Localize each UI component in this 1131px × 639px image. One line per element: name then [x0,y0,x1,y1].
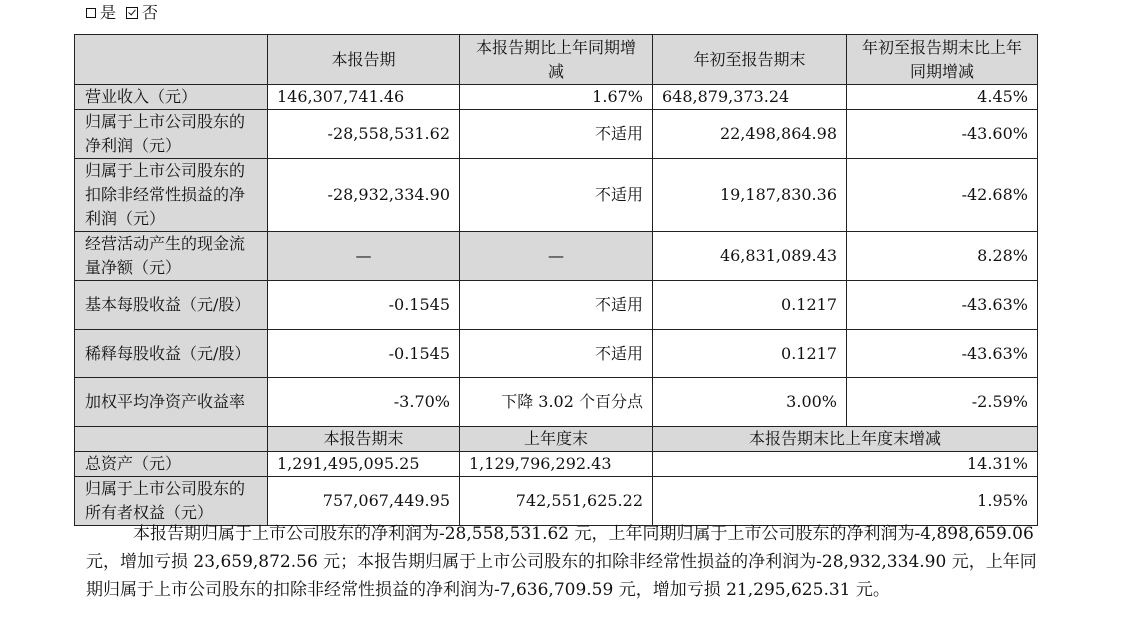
cell-current-yoy: 1.67% [460,85,653,110]
cell-last-year-end: 1,129,796,292.43 [460,452,653,477]
cell-current: -28,558,531.62 [268,110,460,159]
cell-current-yoy: 不适用 [460,281,653,330]
cell-change: 14.31% [653,452,1038,477]
row-label: 归属于上市公司股东的所有者权益（元） [75,477,268,526]
row-label: 经营活动产生的现金流量净额（元） [75,232,268,281]
cell-current-yoy: 不适用 [460,159,653,232]
subheader-period-end: 本报告期末 [268,427,460,452]
cell-period-end: 757,067,449.95 [268,477,460,526]
checked-box-icon[interactable] [126,7,138,19]
row-label: 稀释每股收益（元/股） [75,330,268,378]
table-row [75,330,1038,378]
cell-ytd: 648,879,373.24 [653,85,847,110]
cell-ytd-yoy: -2.59% [847,378,1038,427]
row-label: 加权平均净资产收益率 [75,378,268,427]
table-row [75,281,1038,330]
table-row [75,378,1038,427]
cell-change: 1.95% [653,477,1038,526]
row-label: 基本每股收益（元/股） [75,281,268,330]
cell-current-yoy: — [460,232,653,281]
header-current-yoy: 本报告期比上年同期增减 [460,35,653,85]
header-blank [75,35,268,85]
unchecked-box-icon[interactable] [86,8,96,18]
yes-no-checkbox-line [86,2,158,24]
financial-data-table [74,34,1038,526]
table-row [75,452,1038,477]
header-current-period: 本报告期 [268,35,460,85]
header-ytd-yoy: 年初至报告期末比上年同期增减 [847,35,1038,85]
cell-ytd: 46,831,089.43 [653,232,847,281]
subheader-last-year-end: 上年度末 [460,427,653,452]
yes-label: 是 [100,3,117,22]
row-label: 归属于上市公司股东的净利润（元） [75,110,268,159]
no-label: 否 [142,3,159,22]
cell-ytd-yoy: 8.28% [847,232,1038,281]
row-label: 归属于上市公司股东的扣除非经常性损益的净利润（元） [75,159,268,232]
cell-ytd-yoy: -43.63% [847,330,1038,378]
paragraph-text: 本报告期归属于上市公司股东的净利润为-28,558,531.62 元，上年同期归属于上市公司股东的净利润为-4,898,659.06 元，增加亏损 23,659,872.56 元；本报告期归属于上市公司股东的扣除非经常性损益的净利润为-28,932,334.90 元，上年同期归属于上市公司股东的扣除非经常性损益的净利润为-7,636,709.59 元，增加亏损 21,295,625.31 元。 [86,524,1037,600]
cell-current: -0.1545 [268,281,460,330]
header-ytd: 年初至报告期末 [653,35,847,85]
table-row [75,85,1038,110]
cell-ytd-yoy: -42.68% [847,159,1038,232]
cell-current: -0.1545 [268,330,460,378]
cell-period-end: 1,291,495,095.25 [268,452,460,477]
cell-ytd: 19,187,830.36 [653,159,847,232]
summary-paragraph [86,520,1046,604]
cell-ytd-yoy: 4.45% [847,85,1038,110]
table-row [75,477,1038,526]
table-header-row [75,35,1038,85]
cell-current-yoy: 不适用 [460,330,653,378]
cell-ytd: 0.1217 [653,281,847,330]
row-label: 营业收入（元） [75,85,268,110]
row-label: 总资产（元） [75,452,268,477]
cell-ytd-yoy: -43.60% [847,110,1038,159]
subheader-change: 本报告期末比上年度末增减 [653,427,1038,452]
cell-ytd: 0.1217 [653,330,847,378]
cell-current: -28,932,334.90 [268,159,460,232]
table-row [75,110,1038,159]
cell-current: -3.70% [268,378,460,427]
cell-last-year-end: 742,551,625.22 [460,477,653,526]
subheader-blank [75,427,268,452]
cell-current-yoy: 下降 3.02 个百分点 [460,378,653,427]
cell-ytd: 3.00% [653,378,847,427]
cell-current: — [268,232,460,281]
table-subheader-row [75,427,1038,452]
table-row [75,232,1038,281]
cell-current-yoy: 不适用 [460,110,653,159]
cell-current: 146,307,741.46 [268,85,460,110]
table-row [75,159,1038,232]
cell-ytd-yoy: -43.63% [847,281,1038,330]
cell-ytd: 22,498,864.98 [653,110,847,159]
